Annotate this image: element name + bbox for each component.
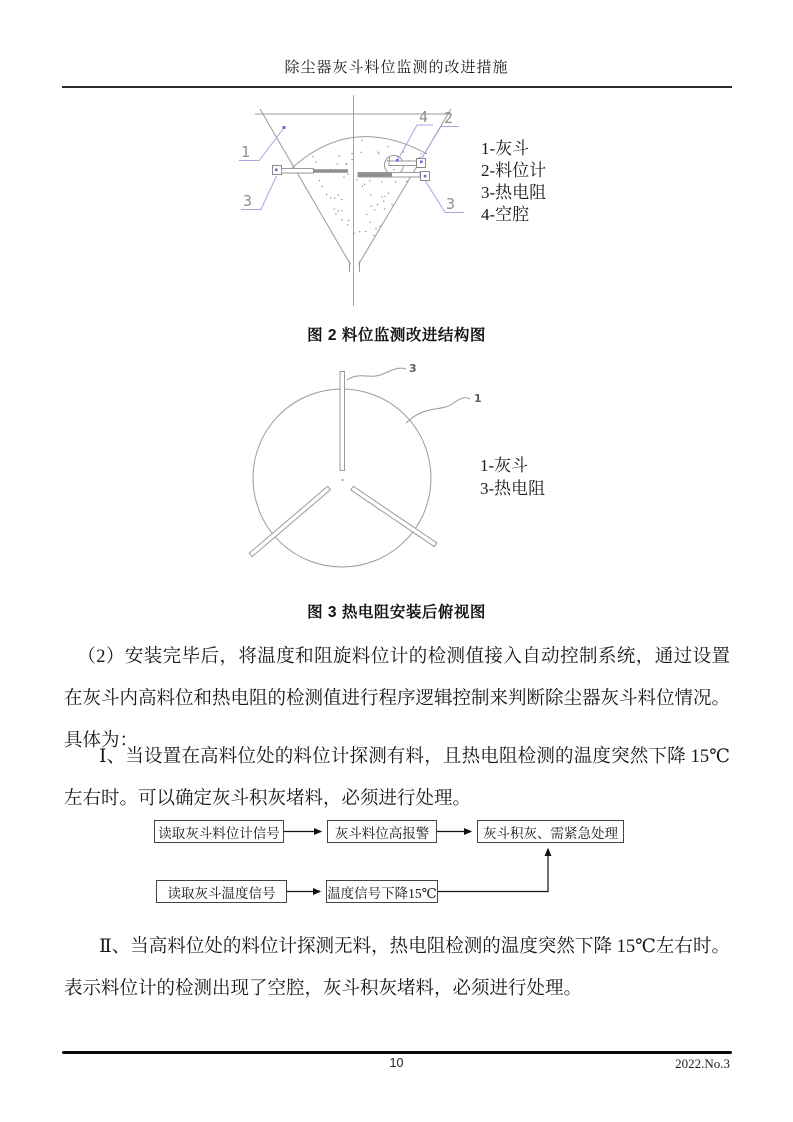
callout-3-right: 3 — [446, 195, 456, 213]
paragraph-case1: Ⅰ、当设置在高料位处的料位计探测有料，且热电阻检测的温度突然下降 15℃左右时。可以确定灰斗积灰堵料，必须进行处理。 — [64, 747, 730, 809]
callout-1-hopper: 1 — [241, 143, 251, 161]
legend-item: 1-灰斗 — [480, 456, 529, 475]
flow-box-high-level-alarm: 灰斗料位高报警 — [327, 820, 437, 843]
figure3-caption: 图 3 热电阻安装后俯视图 — [307, 604, 486, 621]
footer-issue-number: 2022.No.3 — [675, 1056, 730, 1071]
figure3-legend — [480, 454, 545, 500]
legend-item: 1-灰斗 — [481, 139, 530, 158]
center-point — [342, 479, 344, 481]
footer-page-number: 10 — [389, 1056, 404, 1070]
flow-box-read-temp-signal: 读取灰斗温度信号 — [156, 880, 287, 903]
page-header-title: 除尘器灰斗料位监测的改进措施 — [284, 60, 509, 76]
flow-box-urgent-handling: 灰斗积灰、需紧急处理 — [477, 820, 624, 843]
paragraph-case2: Ⅱ、当高料位处的料位计探测无料，热电阻检测的温度突然下降 15℃左右时。表示料位计的检测出现了空腔，灰斗积灰堵料，必须进行处理。 — [64, 937, 730, 999]
legend-item: 2-料位计 — [481, 161, 547, 180]
thermal-rod-top — [340, 372, 345, 471]
flow-box-read-level-signal: 读取灰斗料位计信号 — [154, 820, 284, 843]
thermal-rod-lower-left — [249, 486, 330, 556]
figure2-caption: 图 2 料位监测改进结构图 — [307, 327, 486, 344]
figure3-diagram — [240, 358, 485, 580]
thermal-resistor-left — [273, 166, 349, 175]
thermal-rod-lower-right — [351, 486, 437, 546]
leader-to-3 — [347, 368, 406, 380]
callout-2-gauge: 2 — [444, 109, 454, 127]
header-rule — [62, 86, 732, 88]
arrow-up-connector — [436, 849, 548, 892]
footer-rule — [62, 1051, 732, 1054]
paragraph-2: （2）安装完毕后，将温度和阻旋料位计的检测值接入自动控制系统，通过设置在灰斗内高料位和热电阻的检测值进行程序逻辑控制来判断除尘器灰斗料位情况。具体为： — [64, 647, 731, 751]
leader-to-1 — [406, 398, 470, 423]
legend-item: 3-热电阻 — [480, 479, 546, 498]
legend-item: 4-空腔 — [481, 205, 530, 224]
legend-item: 3-热电阻 — [481, 183, 547, 202]
callout-1: 1 — [474, 392, 482, 405]
callout-3: 3 — [409, 362, 417, 375]
callout-4-cavity: 4 — [419, 108, 429, 126]
flow-box-temp-drop: 温度信号下降15℃ — [326, 880, 438, 903]
figure2-diagram — [230, 92, 500, 332]
figure2-legend — [481, 138, 546, 226]
thermal-resistor-right — [358, 172, 430, 181]
callout-3-left: 3 — [243, 192, 253, 210]
